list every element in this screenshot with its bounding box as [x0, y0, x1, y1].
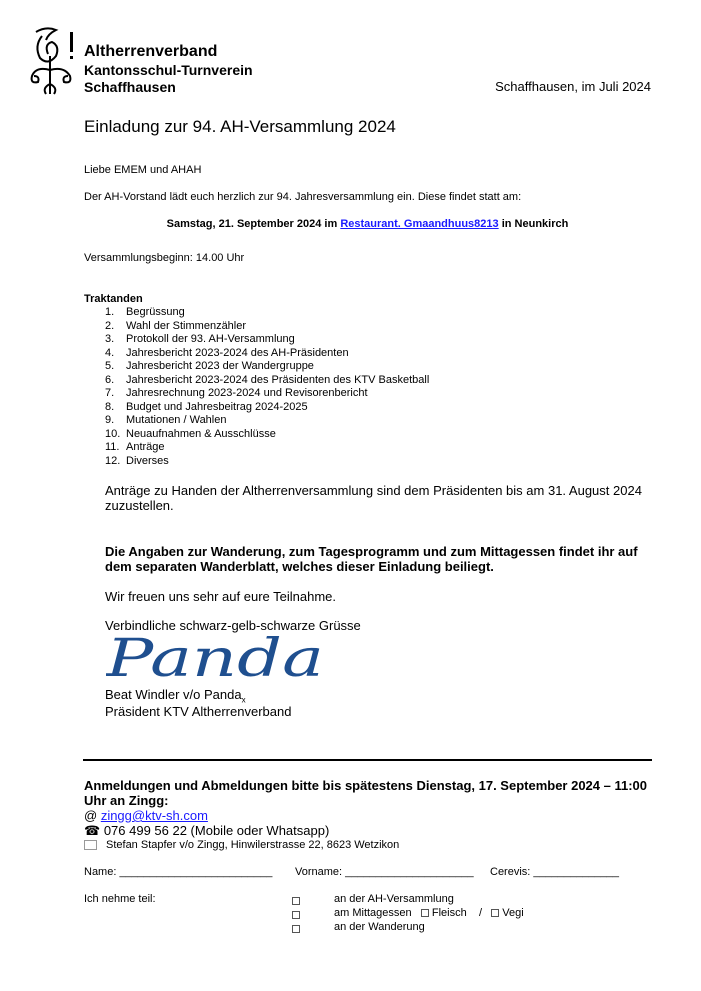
- divider: [83, 759, 652, 761]
- signature-image: Panda: [106, 636, 324, 682]
- agenda-item: [105, 360, 429, 374]
- agenda-number: 6.: [105, 373, 115, 386]
- agenda-number: 7.: [105, 387, 115, 399]
- agenda-item: [105, 320, 429, 334]
- option-mittagessen: am Mittagessen Fleisch / Vegi: [334, 907, 524, 919]
- cerevis-field[interactable]: Cerevis: ______________: [490, 866, 620, 878]
- option-versammlung: an der AH-Versammlung: [334, 893, 454, 905]
- agenda-item: [105, 333, 429, 347]
- agenda-text: Anträge: [126, 441, 165, 453]
- agenda-text: Begrüssung: [126, 306, 185, 318]
- agenda-text: Protokoll der 93. AH-Versammlung: [126, 333, 295, 345]
- mail-icon: [84, 840, 97, 850]
- info-text-1: Die Angaben zur Wanderung, zum Tagesprogramm und zum Mittagessen findet ihr auf: [105, 544, 638, 559]
- participation-label: Ich nehme teil:: [84, 893, 156, 905]
- agenda-item: [105, 387, 429, 401]
- agenda-item: [105, 306, 429, 320]
- agenda-number: 3.: [105, 333, 115, 345]
- start-time: Versammlungsbeginn: 14.00 Uhr: [84, 252, 245, 264]
- agenda-text: Wahl der Stimmenzähler: [126, 319, 247, 332]
- agenda-item: [105, 401, 429, 415]
- page-title: Einladung zur 94. AH-Versammlung 2024: [84, 117, 396, 136]
- agenda-item: [105, 374, 429, 388]
- address-line: Stefan Stapfer v/o Zingg, Hinwilerstrasse 22, 8623 Wetzikon: [84, 839, 399, 852]
- club-logo-icon: [26, 26, 78, 98]
- agenda-number: 1.: [105, 306, 115, 318]
- agenda-number: 2.: [105, 319, 115, 332]
- email-link[interactable]: zingg@ktv-sh.com: [100, 808, 208, 823]
- signer-name: Beat Windler v/o Panda$_x$: [105, 687, 246, 705]
- agenda-number: 8.: [105, 400, 115, 413]
- agenda-item: [105, 441, 429, 455]
- thanks-text: Wir freuen uns sehr auf eure Teilnahme.: [105, 589, 336, 604]
- checkbox-mittagessen[interactable]: [292, 911, 300, 919]
- agenda-item: [105, 414, 429, 428]
- info-text-2: dem separaten Wanderblatt, welches dieser Einladung beiliegt.: [105, 559, 494, 574]
- registration-deadline-1: Anmeldungen und Abmeldungen bitte bis spätestens Dienstag, 17. September 2024 – 11:00: [84, 778, 647, 793]
- agenda-text: Jahresbericht 2023-2024 des AH-Präsidenten: [126, 346, 349, 359]
- agenda-text: Diverses: [126, 454, 169, 467]
- agenda-text: Budget und Jahresbeitrag 2024-2025: [126, 400, 308, 413]
- agenda-number: 12.: [105, 454, 121, 467]
- agenda-text: Jahresbericht 2023 der Wandergruppe: [126, 360, 314, 372]
- signer-role: Präsident KTV Altherrenverband: [105, 704, 292, 719]
- option-wanderung: an der Wanderung: [334, 921, 425, 933]
- antraege-text-1: Anträge zu Handen der Altherrenversammlung sind dem Präsidenten bis am 31. August 2024: [105, 483, 642, 498]
- org-subtitle: Kantonsschul-Turnverein: [84, 62, 253, 78]
- checkbox-vegi[interactable]: [491, 909, 499, 917]
- email-line: @ zingg@ktv-sh.com: [84, 808, 208, 823]
- org-city: Schaffhausen: [84, 79, 176, 95]
- phone-line: ☎ 076 499 56 22 (Mobile oder Whatsapp): [84, 823, 330, 838]
- event-line: Samstag, 21. September 2024 im Restaurant. Gmaandhuus8213 in Neunkirch: [166, 218, 569, 230]
- antraege-text-2: zuzustellen.: [105, 498, 174, 513]
- agenda-text: Jahresrechnung 2023-2024 und Revisorenbericht: [126, 387, 368, 399]
- checkbox-versammlung[interactable]: [292, 897, 300, 905]
- agenda-text: Jahresbericht 2023-2024 des Präsidenten des KTV Basketball: [126, 373, 430, 386]
- org-name: Altherrenverband: [84, 43, 218, 60]
- venue-link[interactable]: Restaurant. Gmaandhuus8213: [340, 218, 499, 230]
- agenda-number: 11.: [105, 441, 120, 453]
- greeting: Liebe EMEM und AHAH: [84, 164, 202, 176]
- agenda-item: [105, 347, 429, 361]
- vorname-field[interactable]: Vorname: _____________________: [295, 866, 474, 878]
- agenda-text: Neuaufnahmen & Ausschlüsse: [126, 427, 276, 440]
- agenda-number: 5.: [105, 360, 115, 372]
- checkbox-fleisch[interactable]: [421, 909, 429, 917]
- agenda-item: [105, 428, 429, 442]
- agenda-number: 10.: [105, 427, 121, 440]
- agenda-text: Mutationen / Wahlen: [126, 414, 227, 426]
- place-date: Schaffhausen, im Juli 2024: [495, 79, 651, 94]
- registration-deadline-2: Uhr an Zingg:: [84, 793, 169, 808]
- agenda-list: [105, 306, 429, 468]
- phone-icon: ☎: [84, 823, 101, 838]
- checkbox-wanderung[interactable]: [292, 925, 300, 933]
- intro: Der AH-Vorstand lädt euch herzlich zur 94. Jahresversammlung ein. Diese findet statt am:: [84, 191, 522, 203]
- agenda-heading: Traktanden: [84, 293, 143, 305]
- regards-text: Verbindliche schwarz-gelb-schwarze Grüsse: [105, 618, 361, 633]
- agenda-number: 4.: [105, 346, 115, 359]
- agenda-number: 9.: [105, 414, 115, 426]
- name-field[interactable]: Name: _________________________: [84, 866, 273, 878]
- agenda-item: [105, 455, 429, 469]
